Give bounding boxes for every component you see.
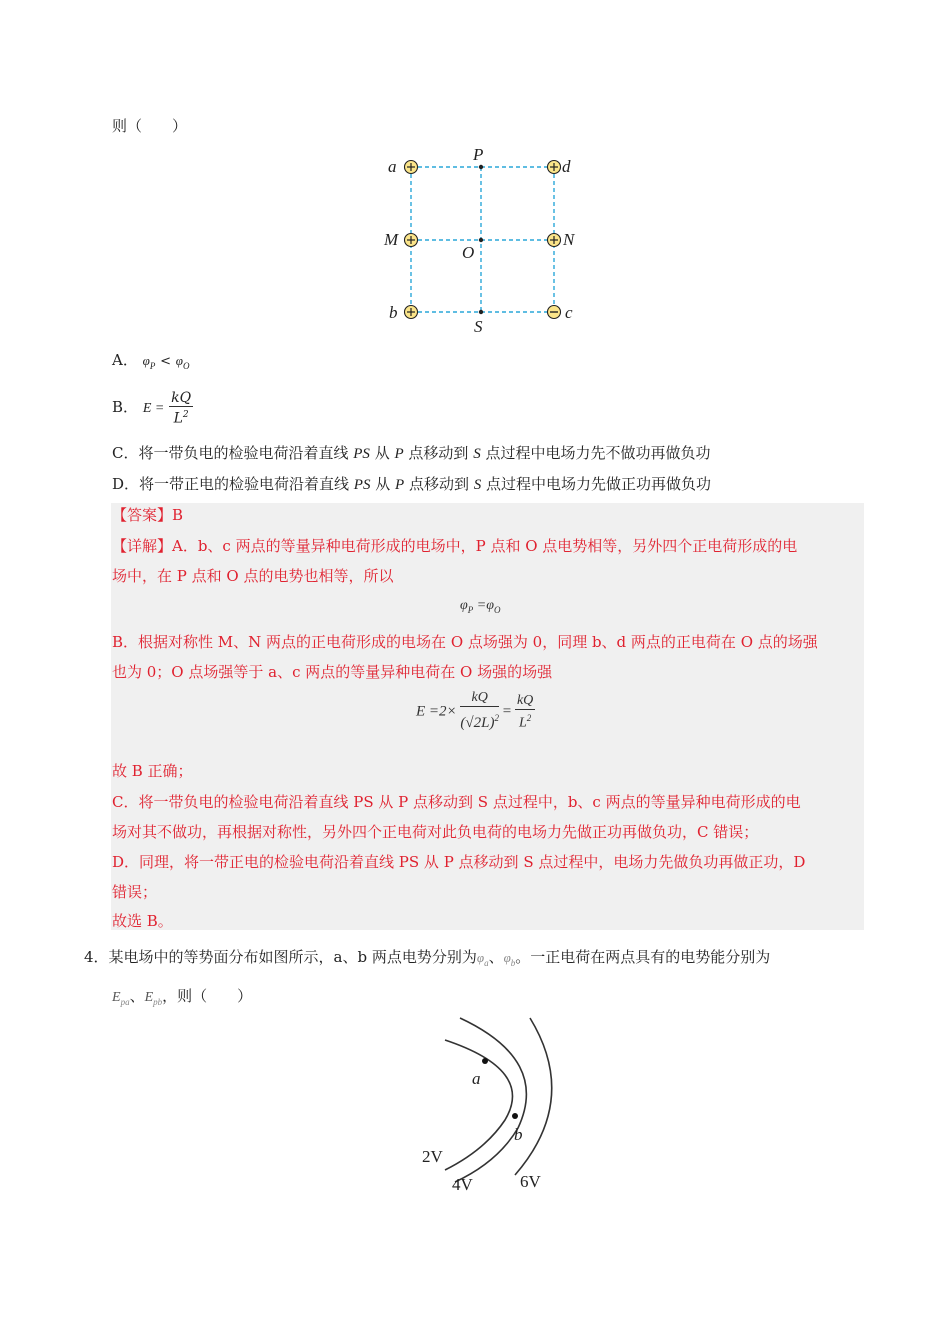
option-a[interactable] [112,350,190,376]
q4-phi-b: φ [503,950,511,965]
label-n: N [563,230,575,249]
q3-charge-square-figure [380,140,590,340]
q4-e-pb: E [144,990,154,1005]
positive-charge-n [548,234,561,247]
eq2-fraction-1 [460,690,499,734]
option-d-text-3: 点移动到 [404,475,474,493]
q4-stem-text-1: 某电场中的等势面分布如图所示，a、b 两点电势分别为 [108,948,477,966]
option-b[interactable] [112,387,193,429]
eq1-sub-o: O [493,604,501,615]
positive-charge-b [405,306,418,319]
option-d-s: S [473,477,482,493]
detail-line-7: 场对其不做功，再根据对称性，另外四个正电荷对此负电荷的电场力先做正功再做负功，C 错误； [112,823,759,841]
label-point-b: b [514,1125,523,1144]
label-p: P [473,145,484,164]
option-c-ps: PS [353,446,370,462]
eq2-denominator-2: L [518,715,527,731]
option-d-p: P [395,477,405,493]
q4-sub-b: b [510,958,516,968]
q4-sep-2: 、 [129,987,145,1005]
option-a-label: A． [112,351,138,369]
detail-line-2: 场中，在 P 点和 O 点的电势也相等，所以 [112,567,394,585]
equation-phi-p-equals-phi-o [460,598,500,615]
q4-number: 4． [84,948,109,966]
label-2v: 2V [422,1147,443,1166]
q4-e-pa: E [112,990,121,1005]
label-c: c [565,303,573,322]
detail-line-3: B．根据对称性 M、N 两点的正电荷形成的电场在 O 点场强为 0，同理 b、d 两点的正电荷在 O 点的场强 [112,633,818,651]
option-b-lhs: E = [142,401,165,416]
option-d-ps: PS [353,477,371,493]
point-a-dot [482,1058,488,1064]
detail-line-5: 故 B 正确； [112,762,193,780]
q4-phi-a: φ [476,950,485,965]
option-d-text-2: 从 [370,475,396,493]
q4-stem-text-2: 。一正电荷在两点具有的电势能分别为 [515,948,771,966]
eq2-lhs: E =2× [416,703,457,720]
q4-sep: 、 [488,948,504,966]
eq2-equals: = [502,703,512,720]
option-c-p: P [394,446,404,462]
label-d: d [562,157,571,176]
option-c-text-1: C．将一带负电的检验电荷沿着直线 [112,444,354,462]
option-a-phi-p: φ [142,353,150,368]
negative-charge-c [548,306,561,319]
option-b-numerator: kQ [171,389,192,406]
option-b-fraction [169,390,193,427]
detail-line-6: C．将一带负电的检验电荷沿着直线 PS 从 P 点移动到 S 点过程中，b、c 两点的等量异种电荷形成的电 [112,793,801,811]
option-d-text-4: 点过程中电场力先做正功再做负功 [481,475,712,493]
label-o: O [462,243,475,262]
option-c-s: S [473,446,481,462]
q3-stem-tail: 则（ ） [112,117,188,135]
positive-charge-m [405,234,418,247]
option-b-label: B． [112,398,139,416]
option-a-sub-p: P [149,361,156,371]
option-c-text-2: 从 [369,444,395,462]
q4-equipotential-figure [410,1010,580,1195]
eq2-numerator-1: kQ [460,690,499,707]
label-b: b [389,303,398,322]
eq2-fraction-2 [515,693,535,732]
positive-charge-a [405,161,418,174]
label-6v: 6V [520,1172,541,1191]
option-a-relation: < [160,354,172,369]
q4-sub-pa: pa [120,997,130,1007]
answer-line: 【答案】B [112,506,184,524]
eq1-equals-phi: =φ [473,598,494,613]
q4-stem-line-2 [112,986,252,1012]
eq1-sub-p: P [467,604,474,615]
label-4v: 4V [452,1175,473,1194]
detail-line-1: 【详解】A．b、c 两点的等量异种电荷形成的电场中，P 点和 O 点电势相等，另外四个正电荷形成的电 [112,537,798,555]
q4-stem-text-3: ，则（ ） [162,987,253,1005]
detail-line-4: 也为 0；O 点场强等于 a、c 两点的等量异种电荷在 O 场强的场强 [112,663,553,681]
equipotential-6v [515,1018,552,1175]
q4-sub-a: a [484,958,489,968]
option-a-phi-o: φ [175,353,183,368]
equipotential-2v [445,1040,513,1170]
detail-line-8: D．同理，将一带正电的检验电荷沿着直线 PS 从 P 点移动到 S 点过程中，电场力先做负功再做正功，D [112,853,806,871]
option-d[interactable] [112,474,711,495]
label-a: a [388,157,397,176]
eq2-exponent-2: 2 [526,712,532,723]
label-point-a: a [472,1069,481,1088]
q4-stem-line-1 [84,947,770,973]
option-b-denominator: L [173,410,183,427]
option-d-text-1: D．将一带正电的检验电荷沿着直线 [112,475,354,493]
equation-field-strength [416,690,535,734]
point-b-dot [512,1113,518,1119]
point-o-dot [479,238,483,242]
option-c-text-4: 点过程中电场力先不做功再做负功 [480,444,711,462]
option-c-text-3: 点移动到 [403,444,474,462]
positive-charge-d [548,161,561,174]
option-b-exponent: 2 [182,409,189,420]
detail-line-9: 错误； [112,883,158,901]
eq1-phi-left: φ [460,598,468,613]
eq2-exponent-1: 2 [494,713,499,723]
detail-line-10: 故选 B。 [112,912,173,930]
eq2-denominator-1: (√2L) [460,715,495,731]
point-s-dot [479,310,483,314]
option-c[interactable] [112,443,710,464]
eq2-numerator-2: kQ [516,692,534,708]
label-s: S [474,317,483,336]
point-p-dot [479,165,483,169]
q4-sub-pb: pb [153,997,163,1007]
label-m: M [384,230,399,249]
option-a-sub-o: O [183,361,190,371]
